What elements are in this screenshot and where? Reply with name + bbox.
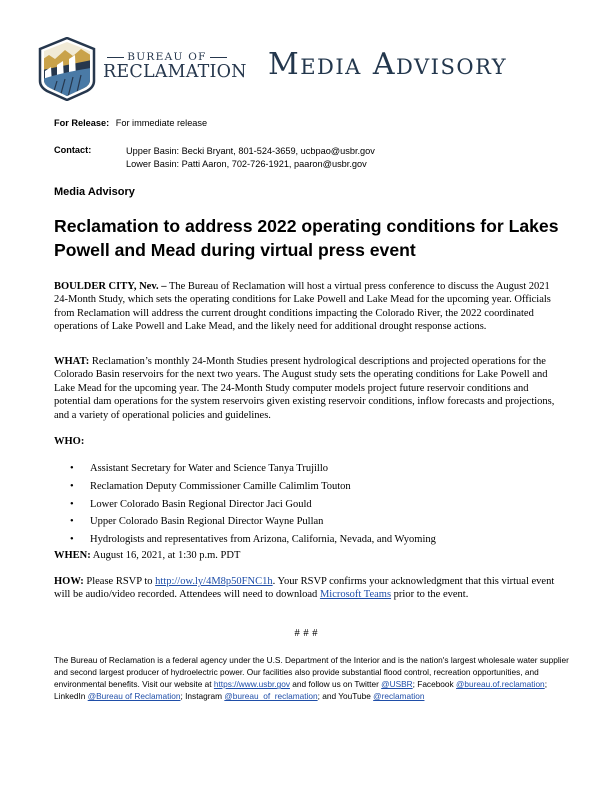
release-label: For Release: — [54, 118, 110, 128]
contact-lower-basin: Lower Basin: Patti Aaron, 702-726-1921, paaron@usbr.gov — [126, 159, 367, 169]
microsoft-teams-link[interactable]: Microsoft Teams — [319, 589, 392, 601]
boilerplate-text: The Bureau of Reclamation is a federal agency under the U.S. Department of the Interior and is the nation's largest wholesale water supplier and second largest producer of hydroelectric power. Our facilities also provide substantial flood control, recreation opportunities, and environmental benefits. Visit our website at — [54, 655, 569, 690]
list-item: • Hydrologists and representatives from Arizona, California, Nevada, and Wyoming — [70, 531, 570, 549]
logo-rule-left — [107, 57, 124, 58]
how-paragraph — [54, 575, 564, 602]
when-label: WHEN: — [54, 550, 91, 561]
how-text: Please RSVP to — [83, 576, 156, 587]
kicker: Media Advisory — [54, 186, 135, 198]
how-text: prior to the event. — [391, 589, 469, 601]
what-label: WHAT: — [54, 356, 90, 367]
who-label: WHO: — [54, 436, 85, 447]
facebook-link[interactable]: @bureau.of.reclamation — [456, 679, 545, 690]
boilerplate-text: and follow us on Twitter — [289, 679, 382, 690]
what-text: Reclamation’s monthly 24-Month Studies present hydrological descriptions and projected operations for the Colorado Basin reservoirs for the next two years. The August study sets the operating conditions for Lake Powell and Lake Mead for the upcoming year. The 24-Month Study computer models project future reservoir conditions and potential dam operations for the system reservoirs given existing reservoir conditions, inflow forecasts and projections, and a variety of operational policies and guidelines. — [54, 356, 555, 421]
what-paragraph — [54, 355, 564, 422]
when-paragraph — [54, 549, 564, 562]
release-value: For immediate release — [115, 118, 208, 128]
instagram-link[interactable]: @bureau_of_reclamation — [224, 691, 318, 702]
website-link[interactable]: https://www.usbr.gov — [213, 679, 290, 690]
list-item: • Upper Colorado Basin Regional Director Wayne Pullan — [70, 513, 570, 531]
logo-rule-right — [210, 57, 227, 58]
release-line — [54, 118, 207, 128]
twitter-link[interactable]: @USBR — [381, 679, 413, 690]
contact-upper-basin: Upper Basin: Becki Bryant, 801-524-3659, ucbpao@usbr.gov — [126, 146, 375, 156]
boilerplate — [54, 654, 569, 702]
contact-label: Contact: — [54, 145, 92, 155]
contact-lines — [126, 145, 375, 171]
list-item: • Reclamation Deputy Commissioner Camille Calimlim Touton — [70, 478, 570, 496]
boilerplate-text: ; Facebook — [412, 679, 456, 690]
youtube-link[interactable]: @reclamation — [373, 691, 425, 702]
boilerplate-text: ; and YouTube — [317, 691, 374, 702]
logo-line1: BUREAU OF — [127, 51, 207, 63]
logo-reclamation: RECLAMATION — [103, 62, 247, 82]
headline: Reclamation to address 2022 operating conditions for Lakes Powell and Mead during virtual press event — [54, 216, 559, 260]
dateline: BOULDER CITY, Nev. – — [54, 281, 167, 292]
end-mark: # # # — [294, 628, 318, 639]
linkedin-link[interactable]: @Bureau of Reclamation — [87, 691, 181, 702]
list-item: • Assistant Secretary for Water and Science Tanya Trujillo — [70, 460, 570, 478]
list-item: • Lower Colorado Basin Regional Director Jaci Gould — [70, 496, 570, 514]
who-list — [70, 460, 570, 549]
boilerplate-text: ; LinkedIn — [54, 679, 547, 702]
lead-text: The Bureau of Reclamation will host a virtual press conference to discuss the August 2021 24-Month Study, which sets the operating conditions for Lake Powell and Lake Mead for the upcoming year. Officials from Reclamation will address the current drought conditions impacting the Colorado River, the 2022 coordinated operations of Lake Powell and Lake Mead, and the likely need for additional drought response actions. — [54, 281, 551, 333]
how-label: HOW: — [54, 576, 84, 587]
rsvp-link[interactable]: http://ow.ly/4M8p50FNC1h — [155, 576, 273, 587]
when-text: August 16, 2021, at 1:30 p.m. PDT — [90, 550, 241, 561]
boilerplate-text: ; Instagram — [180, 691, 225, 702]
bureau-of-reclamation-shield-icon — [37, 37, 97, 101]
document-type-title: Media Advisory — [268, 47, 508, 82]
lead-paragraph — [54, 280, 564, 334]
who-heading — [54, 435, 564, 448]
how-text: . Your RSVP confirms your acknowledgment that this virtual event will be audio/video recorded. Attendees will need to download — [54, 576, 555, 601]
